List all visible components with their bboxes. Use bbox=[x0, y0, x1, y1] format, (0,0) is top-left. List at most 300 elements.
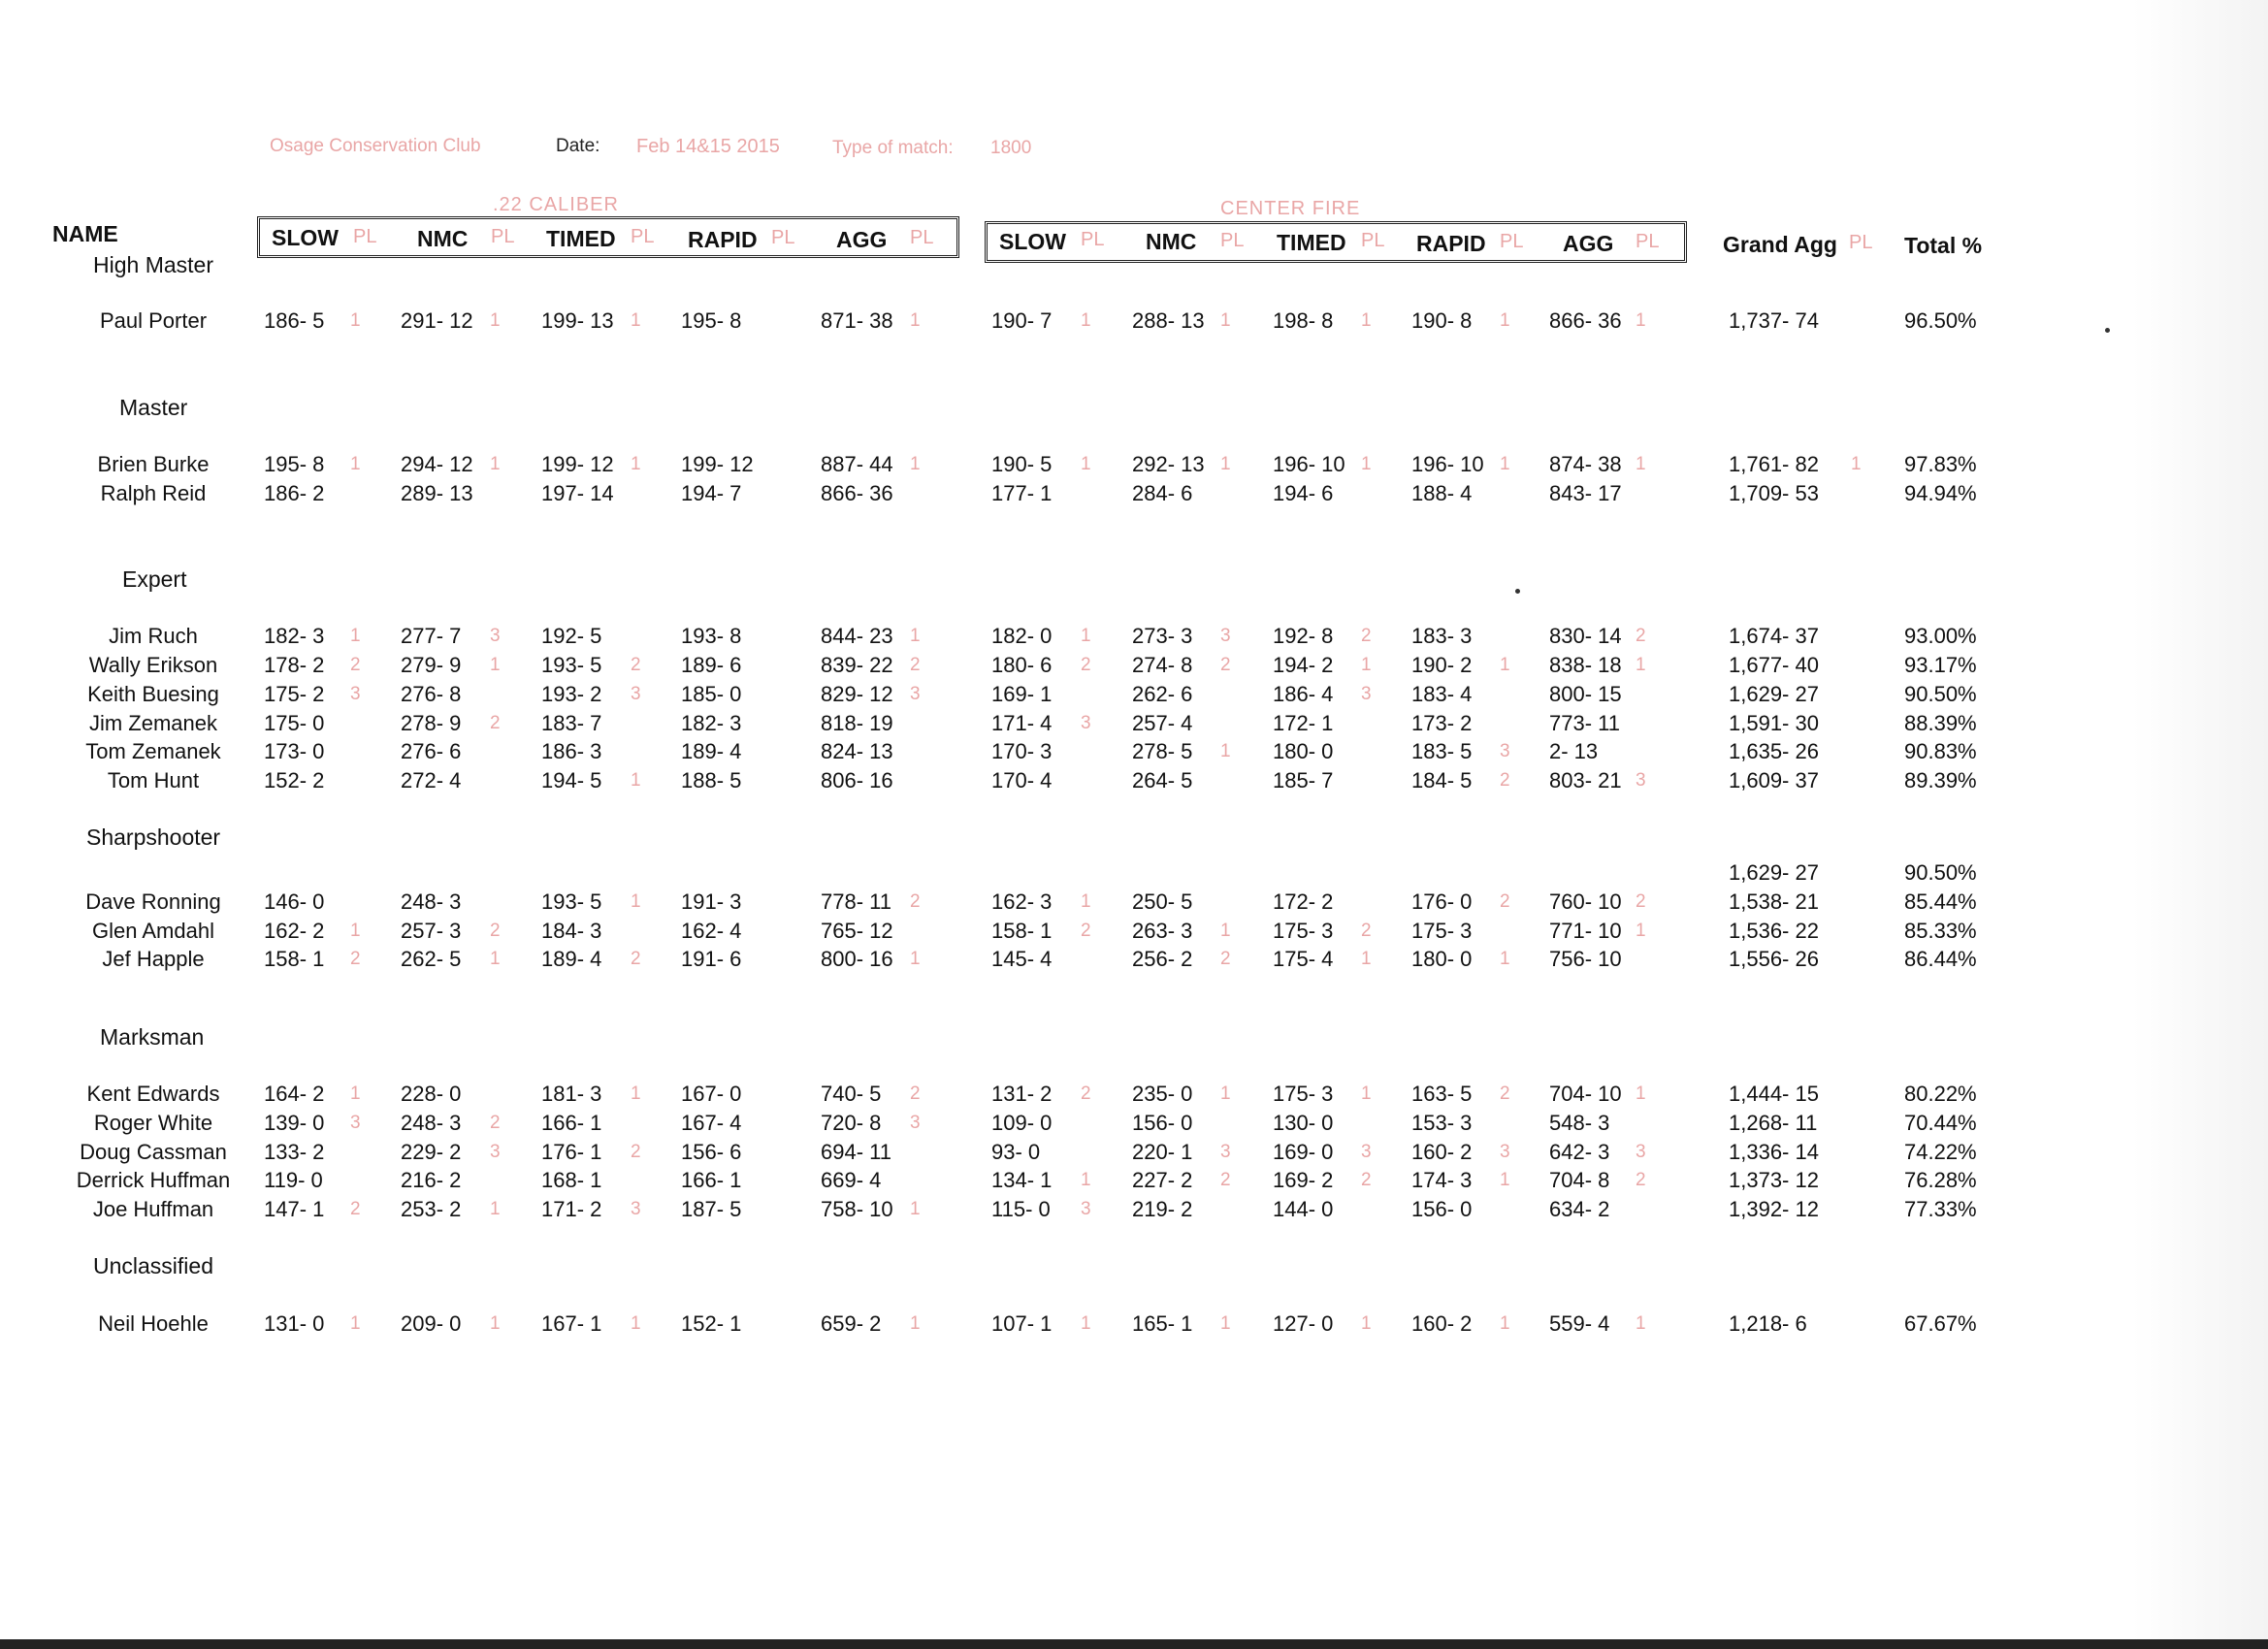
rimfire-agg-score: 844- 23 bbox=[821, 624, 893, 648]
centerfire-timed-score: 175- 4 bbox=[1273, 947, 1334, 971]
centerfire-rapid-score: 160- 2 bbox=[1411, 1311, 1473, 1336]
rimfire-slow-place: 1 bbox=[350, 626, 361, 646]
table-row bbox=[0, 653, 2037, 682]
centerfire-timed-place: 2 bbox=[1361, 921, 1372, 941]
grand-agg: 1,709- 53 bbox=[1729, 481, 1819, 505]
rimfire-timed-place: 1 bbox=[631, 310, 641, 331]
rimfire-rapid-score: 191- 6 bbox=[681, 947, 742, 971]
rimfire-rapid-score: 189- 4 bbox=[681, 739, 742, 763]
table-row bbox=[0, 919, 2037, 948]
centerfire-nmc-score: 263- 3 bbox=[1132, 919, 1193, 943]
total-percent: 90.50% bbox=[1904, 860, 1977, 885]
rimfire-rapid-score: 193- 8 bbox=[681, 624, 742, 648]
rimfire-timed-score: 166- 1 bbox=[541, 1111, 602, 1135]
rimfire-slow-place: 1 bbox=[350, 1083, 361, 1104]
centerfire-timed-score: 172- 2 bbox=[1273, 889, 1334, 914]
shooter-name: Paul Porter bbox=[99, 308, 208, 333]
centerfire-slow-score: 190- 7 bbox=[991, 308, 1053, 333]
total-percent: 90.83% bbox=[1904, 739, 1977, 763]
centerfire-agg-place: 1 bbox=[1636, 1313, 1646, 1334]
rimfire-nmc-score: 277- 7 bbox=[401, 624, 462, 648]
centerfire-agg-place: 1 bbox=[1636, 1083, 1646, 1104]
centerfire-agg-place: 3 bbox=[1636, 770, 1646, 791]
pl-label: PL bbox=[1361, 230, 1385, 251]
rimfire-timed-place: 2 bbox=[631, 1142, 641, 1162]
rimfire-slow-score: 186- 2 bbox=[264, 481, 325, 505]
total-percent: 77.33% bbox=[1904, 1197, 1977, 1221]
centerfire-slow-place: 3 bbox=[1081, 713, 1091, 733]
rimfire-timed-score: 189- 4 bbox=[541, 947, 602, 971]
page-edge bbox=[2132, 0, 2268, 1649]
centerfire-timed-score: 172- 1 bbox=[1273, 711, 1334, 735]
centerfire-slow-place: 1 bbox=[1081, 891, 1091, 912]
centerfire-rapid-score: 174- 3 bbox=[1411, 1168, 1473, 1192]
rimfire-nmc-score: 257- 3 bbox=[401, 919, 462, 943]
centerfire-timed-score: 186- 4 bbox=[1273, 682, 1334, 706]
rimfire-timed-score: 192- 5 bbox=[541, 624, 602, 648]
rimfire-slow-place: 1 bbox=[350, 454, 361, 474]
rimfire-slow-score: 182- 3 bbox=[264, 624, 325, 648]
centerfire-slow-score: 109- 0 bbox=[991, 1111, 1053, 1135]
centerfire-timed-score: 192- 8 bbox=[1273, 624, 1334, 648]
centerfire-nmc-score: 156- 0 bbox=[1132, 1111, 1193, 1135]
rimfire-slow-place: 3 bbox=[350, 684, 361, 704]
rimfire-slow-place: 1 bbox=[350, 1313, 361, 1334]
table-row bbox=[0, 1197, 2037, 1226]
grand-agg: 1,629- 27 bbox=[1729, 682, 1819, 706]
centerfire-timed-place: 2 bbox=[1361, 1170, 1372, 1190]
rimfire-slow-place: 2 bbox=[350, 655, 361, 675]
total-percent: 85.33% bbox=[1904, 919, 1977, 943]
centerfire-agg-score: 559- 4 bbox=[1549, 1311, 1610, 1336]
centerfire-slow-score: 170- 3 bbox=[991, 739, 1053, 763]
centerfire-nmc-score: 250- 5 bbox=[1132, 889, 1193, 914]
centerfire-agg-score: 838- 18 bbox=[1549, 653, 1622, 677]
rimfire-nmc-score: 289- 13 bbox=[401, 481, 473, 505]
rimfire-nmc-place: 3 bbox=[490, 626, 501, 646]
rimfire-nmc-score: 248- 3 bbox=[401, 1111, 462, 1135]
table-row bbox=[0, 1168, 2037, 1197]
pl-label: PL bbox=[1636, 231, 1660, 252]
rimfire-slow-score: 158- 1 bbox=[264, 947, 325, 971]
name-column-header: NAME bbox=[52, 221, 118, 246]
rimfire-timed-score: 168- 1 bbox=[541, 1168, 602, 1192]
grand-agg: 1,268- 11 bbox=[1729, 1111, 1818, 1135]
class-label-master: Master bbox=[119, 395, 188, 420]
centerfire-timed-score: 127- 0 bbox=[1273, 1311, 1334, 1336]
pl-label: PL bbox=[491, 226, 515, 247]
rimfire-nmc-place: 2 bbox=[490, 713, 501, 733]
rimfire-nmc-score: 229- 2 bbox=[401, 1140, 462, 1164]
shooter-name: Ralph Reid bbox=[100, 481, 207, 505]
rimfire-agg-score: 758- 10 bbox=[821, 1197, 893, 1221]
centerfire-rapid-score: 190- 8 bbox=[1411, 308, 1473, 333]
grand-agg: 1,392- 12 bbox=[1729, 1197, 1819, 1221]
centerfire-slow-place: 2 bbox=[1081, 655, 1091, 675]
grand-agg: 1,677- 40 bbox=[1729, 653, 1819, 677]
rimfire-rapid-header: RAPID bbox=[688, 227, 758, 252]
centerfire-slow-score: 131- 2 bbox=[991, 1082, 1053, 1106]
grand-agg: 1,556- 26 bbox=[1729, 947, 1819, 971]
pl-label: PL bbox=[910, 227, 934, 248]
pl-label: PL bbox=[1849, 232, 1873, 253]
rimfire-rapid-score: 182- 3 bbox=[681, 711, 742, 735]
centerfire-rapid-score: 183- 5 bbox=[1411, 739, 1473, 763]
shooter-name: Roger White bbox=[93, 1111, 213, 1135]
rimfire-slow-score: 178- 2 bbox=[264, 653, 325, 677]
table-row bbox=[0, 624, 2037, 653]
rimfire-slow-score: 119- 0 bbox=[264, 1168, 323, 1192]
centerfire-rapid-score: 188- 4 bbox=[1411, 481, 1473, 505]
grand-agg: 1,737- 74 bbox=[1729, 308, 1819, 333]
shooter-name: Kent Edwards bbox=[86, 1082, 220, 1106]
centerfire-nmc-score: 292- 13 bbox=[1132, 452, 1205, 476]
rimfire-slow-score: 146- 0 bbox=[264, 889, 325, 914]
grand-agg-place: 1 bbox=[1851, 454, 1862, 474]
centerfire-slow-place: 3 bbox=[1081, 1199, 1091, 1219]
rimfire-slow-place: 2 bbox=[350, 1199, 361, 1219]
centerfire-slow-score: 180- 6 bbox=[991, 653, 1053, 677]
centerfire-rapid-score: 163- 5 bbox=[1411, 1082, 1473, 1106]
centerfire-agg-score: 704- 10 bbox=[1549, 1082, 1622, 1106]
rimfire-nmc-score: 279- 9 bbox=[401, 653, 462, 677]
rimfire-rapid-score: 199- 12 bbox=[681, 452, 754, 476]
centerfire-agg-place: 1 bbox=[1636, 310, 1646, 331]
grand-agg: 1,591- 30 bbox=[1729, 711, 1819, 735]
grand-agg: 1,609- 37 bbox=[1729, 768, 1819, 792]
centerfire-rapid-place: 1 bbox=[1500, 1313, 1510, 1334]
centerfire-agg-score: 773- 11 bbox=[1549, 711, 1620, 735]
centerfire-agg-score: 830- 14 bbox=[1549, 624, 1622, 648]
rimfire-nmc-header: NMC bbox=[417, 226, 469, 251]
centerfire-nmc-place: 3 bbox=[1220, 1142, 1231, 1162]
centerfire-nmc-score: 256- 2 bbox=[1132, 947, 1193, 971]
rimfire-rapid-score: 166- 1 bbox=[681, 1168, 742, 1192]
class-label-sharpshooter: Sharpshooter bbox=[86, 824, 221, 850]
rimfire-agg-score: 818- 19 bbox=[821, 711, 893, 735]
rimfire-timed-place: 2 bbox=[631, 949, 641, 969]
grand-agg: 1,536- 22 bbox=[1729, 919, 1819, 943]
rimfire-timed-header: TIMED bbox=[546, 226, 616, 251]
centerfire-timed-score: 169- 2 bbox=[1273, 1168, 1334, 1192]
rimfire-agg-score: 829- 12 bbox=[821, 682, 893, 706]
centerfire-slow-score: 182- 0 bbox=[991, 624, 1053, 648]
centerfire-nmc-score: 262- 6 bbox=[1132, 682, 1193, 706]
rimfire-nmc-score: 209- 0 bbox=[401, 1311, 462, 1336]
rimfire-nmc-score: 216- 2 bbox=[401, 1168, 462, 1192]
scan-bottom-edge bbox=[0, 1639, 2268, 1649]
rimfire-nmc-score: 262- 5 bbox=[401, 947, 462, 971]
grand-agg: 1,373- 12 bbox=[1729, 1168, 1819, 1192]
rimfire-agg-score: 720- 8 bbox=[821, 1111, 882, 1135]
rimfire-agg-score: 778- 11 bbox=[821, 889, 891, 914]
centerfire-slow-place: 1 bbox=[1081, 310, 1091, 331]
centerfire-nmc-score: 288- 13 bbox=[1132, 308, 1205, 333]
centerfire-rapid-header: RAPID bbox=[1416, 231, 1486, 256]
centerfire-nmc-score: 257- 4 bbox=[1132, 711, 1193, 735]
rimfire-nmc-place: 2 bbox=[490, 921, 501, 941]
total-percent: 88.39% bbox=[1904, 711, 1977, 735]
centerfire-rapid-score: 153- 3 bbox=[1411, 1111, 1473, 1135]
rimfire-agg-place: 3 bbox=[910, 684, 921, 704]
rimfire-slow-place: 3 bbox=[350, 1113, 361, 1133]
rimfire-nmc-score: 291- 12 bbox=[401, 308, 473, 333]
grand-agg: 1,629- 27 bbox=[1729, 860, 1819, 885]
centerfire-timed-score: 169- 0 bbox=[1273, 1140, 1334, 1164]
centerfire-rapid-place: 2 bbox=[1500, 1083, 1510, 1104]
rimfire-agg-place: 3 bbox=[910, 1113, 921, 1133]
rimfire-agg-place: 1 bbox=[910, 1313, 921, 1334]
rimfire-slow-score: 147- 1 bbox=[264, 1197, 325, 1221]
centerfire-timed-place: 1 bbox=[1361, 1313, 1372, 1334]
table-row bbox=[0, 1140, 2037, 1169]
centerfire-timed-place: 1 bbox=[1361, 310, 1372, 331]
rimfire-slow-score: 164- 2 bbox=[264, 1082, 325, 1106]
rimfire-rapid-score: 188- 5 bbox=[681, 768, 742, 792]
rimfire-agg-score: 871- 38 bbox=[821, 308, 893, 333]
centerfire-nmc-place: 1 bbox=[1220, 454, 1231, 474]
rimfire-rapid-score: 152- 1 bbox=[681, 1311, 742, 1336]
centerfire-nmc-place: 2 bbox=[1220, 949, 1231, 969]
centerfire-agg-score: 800- 15 bbox=[1549, 682, 1622, 706]
grand-agg-header: Grand Agg bbox=[1723, 232, 1837, 257]
centerfire-rapid-place: 1 bbox=[1500, 655, 1510, 675]
centerfire-slow-score: 169- 1 bbox=[991, 682, 1053, 706]
rimfire-rapid-score: 162- 4 bbox=[681, 919, 742, 943]
centerfire-slow-score: 177- 1 bbox=[991, 481, 1053, 505]
centerfire-slow-score: 93- 0 bbox=[991, 1140, 1041, 1164]
grand-agg: 1,674- 37 bbox=[1729, 624, 1819, 648]
rimfire-timed-place: 2 bbox=[631, 655, 641, 675]
total-percent: 70.44% bbox=[1904, 1111, 1977, 1135]
centerfire-timed-score: 194- 2 bbox=[1273, 653, 1334, 677]
rimfire-timed-score: 193- 2 bbox=[541, 682, 602, 706]
rimfire-slow-score: 133- 2 bbox=[264, 1140, 325, 1164]
centerfire-timed-score: 194- 6 bbox=[1273, 481, 1334, 505]
shooter-name: Brien Burke bbox=[97, 452, 210, 476]
date-value: Feb 14&15 2015 bbox=[636, 136, 780, 157]
rimfire-nmc-score: 253- 2 bbox=[401, 1197, 462, 1221]
centerfire-nmc-score: 227- 2 bbox=[1132, 1168, 1193, 1192]
rimfire-agg-score: 839- 22 bbox=[821, 653, 893, 677]
rimfire-agg-score: 824- 13 bbox=[821, 739, 893, 763]
table-row bbox=[0, 682, 2037, 711]
rimfire-agg-score: 887- 44 bbox=[821, 452, 893, 476]
rimfire-timed-score: 184- 3 bbox=[541, 919, 602, 943]
centerfire-agg-score: 803- 21 bbox=[1549, 768, 1622, 792]
rimfire-nmc-score: 228- 0 bbox=[401, 1082, 462, 1106]
club-name: Osage Conservation Club bbox=[270, 136, 481, 156]
rimfire-timed-place: 1 bbox=[631, 770, 641, 791]
table-row bbox=[0, 1111, 2037, 1140]
centerfire-agg-header: AGG bbox=[1563, 231, 1614, 256]
centerfire-slow-place: 1 bbox=[1081, 1170, 1091, 1190]
shooter-name: Tom Hunt bbox=[107, 768, 200, 792]
centerfire-agg-score: 634- 2 bbox=[1549, 1197, 1610, 1221]
centerfire-nmc-place: 2 bbox=[1220, 1170, 1231, 1190]
rimfire-agg-place: 1 bbox=[910, 626, 921, 646]
rimfire-agg-score: 866- 36 bbox=[821, 481, 893, 505]
table-row bbox=[0, 308, 2037, 338]
centerfire-nmc-place: 1 bbox=[1220, 1313, 1231, 1334]
centerfire-agg-score: 771- 10 bbox=[1549, 919, 1622, 943]
centerfire-nmc-score: 264- 5 bbox=[1132, 768, 1193, 792]
centerfire-agg-score: 866- 36 bbox=[1549, 308, 1622, 333]
table-row bbox=[0, 452, 2037, 481]
centerfire-nmc-header: NMC bbox=[1146, 229, 1197, 254]
centerfire-rapid-place: 2 bbox=[1500, 891, 1510, 912]
centerfire-nmc-score: 220- 1 bbox=[1132, 1140, 1193, 1164]
centerfire-nmc-place: 1 bbox=[1220, 310, 1231, 331]
rimfire-slow-score: 162- 2 bbox=[264, 919, 325, 943]
centerfire-nmc-score: 274- 8 bbox=[1132, 653, 1193, 677]
centerfire-agg-place: 2 bbox=[1636, 626, 1646, 646]
shooter-name: Glen Amdahl bbox=[92, 919, 214, 943]
rimfire-slow-score: 186- 5 bbox=[264, 308, 325, 333]
centerfire-agg-score: 843- 17 bbox=[1549, 481, 1622, 505]
rimfire-agg-place: 1 bbox=[910, 454, 921, 474]
centerfire-agg-score: 760- 10 bbox=[1549, 889, 1622, 914]
total-percent: 96.50% bbox=[1904, 308, 1977, 333]
centerfire-timed-header: TIMED bbox=[1277, 230, 1346, 255]
centerfire-timed-place: 1 bbox=[1361, 1083, 1372, 1104]
centerfire-nmc-score: 219- 2 bbox=[1132, 1197, 1193, 1221]
centerfire-slow-score: 170- 4 bbox=[991, 768, 1053, 792]
rimfire-rapid-score: 167- 4 bbox=[681, 1111, 742, 1135]
centerfire-nmc-place: 1 bbox=[1220, 741, 1231, 761]
class-label-expert: Expert bbox=[122, 566, 187, 592]
total-percent: 93.00% bbox=[1904, 624, 1977, 648]
centerfire-agg-place: 3 bbox=[1636, 1142, 1646, 1162]
centerfire-nmc-score: 284- 6 bbox=[1132, 481, 1193, 505]
match-type-label: Type of match: bbox=[832, 138, 954, 158]
centerfire-rapid-place: 1 bbox=[1500, 1170, 1510, 1190]
centerfire-rapid-score: 190- 2 bbox=[1411, 653, 1473, 677]
class-label-marksman: Marksman bbox=[100, 1024, 205, 1050]
rimfire-slow-header: SLOW bbox=[272, 225, 339, 250]
centerfire-agg-place: 1 bbox=[1636, 454, 1646, 474]
shooter-name: Keith Buesing bbox=[87, 682, 219, 706]
centerfire-nmc-place: 1 bbox=[1220, 1083, 1231, 1104]
centerfire-rapid-score: 183- 3 bbox=[1411, 624, 1473, 648]
shooter-name: Dave Ronning bbox=[85, 889, 221, 914]
table-row bbox=[0, 768, 2037, 797]
centerfire-timed-place: 2 bbox=[1361, 626, 1372, 646]
rimfire-nmc-score: 276- 8 bbox=[401, 682, 462, 706]
centerfire-timed-place: 1 bbox=[1361, 949, 1372, 969]
rimfire-slow-score: 173- 0 bbox=[264, 739, 325, 763]
rimfire-timed-place: 3 bbox=[631, 1199, 641, 1219]
date-label: Date: bbox=[556, 136, 600, 156]
total-percent: 85.44% bbox=[1904, 889, 1977, 914]
centerfire-timed-score: 175- 3 bbox=[1273, 1082, 1334, 1106]
rimfire-agg-score: 694- 11 bbox=[821, 1140, 891, 1164]
total-percent: 80.22% bbox=[1904, 1082, 1977, 1106]
centerfire-rapid-place: 1 bbox=[1500, 949, 1510, 969]
grand-agg: 1,635- 26 bbox=[1729, 739, 1819, 763]
total-percent: 89.39% bbox=[1904, 768, 1977, 792]
shooter-name: Joe Huffman bbox=[92, 1197, 214, 1221]
total-percent: 86.44% bbox=[1904, 947, 1977, 971]
rimfire-nmc-place: 1 bbox=[490, 310, 501, 331]
match-type-value: 1800 bbox=[990, 138, 1032, 158]
rimfire-group-title: .22 CALIBER bbox=[493, 194, 619, 215]
centerfire-slow-score: 115- 0 bbox=[991, 1197, 1051, 1221]
centerfire-rapid-score: 184- 5 bbox=[1411, 768, 1473, 792]
grand-agg: 1,538- 21 bbox=[1729, 889, 1819, 914]
rimfire-agg-score: 659- 2 bbox=[821, 1311, 882, 1336]
total-percent: 76.28% bbox=[1904, 1168, 1977, 1192]
rimfire-timed-score: 171- 2 bbox=[541, 1197, 602, 1221]
class-label-high-master: High Master bbox=[93, 252, 213, 277]
rimfire-timed-score: 193- 5 bbox=[541, 889, 602, 914]
rimfire-slow-place: 1 bbox=[350, 310, 361, 331]
centerfire-rapid-score: 173- 2 bbox=[1411, 711, 1473, 735]
centerfire-rapid-place: 3 bbox=[1500, 741, 1510, 761]
grand-agg: 1,218- 6 bbox=[1729, 1311, 1807, 1336]
centerfire-rapid-score: 156- 0 bbox=[1411, 1197, 1473, 1221]
centerfire-timed-score: 180- 0 bbox=[1273, 739, 1334, 763]
rimfire-agg-place: 2 bbox=[910, 891, 921, 912]
rimfire-agg-score: 806- 16 bbox=[821, 768, 893, 792]
centerfire-timed-place: 1 bbox=[1361, 655, 1372, 675]
shooter-name: Wally Erikson bbox=[88, 653, 218, 677]
sharpshooter-extra-total bbox=[0, 860, 2037, 889]
table-row bbox=[0, 481, 2037, 510]
centerfire-agg-score: 874- 38 bbox=[1549, 452, 1622, 476]
pl-label: PL bbox=[1220, 230, 1245, 251]
rimfire-nmc-place: 3 bbox=[490, 1142, 501, 1162]
rimfire-timed-score: 183- 7 bbox=[541, 711, 602, 735]
rimfire-agg-place: 1 bbox=[910, 1199, 921, 1219]
pl-label: PL bbox=[1500, 231, 1524, 252]
centerfire-rapid-score: 180- 0 bbox=[1411, 947, 1473, 971]
rimfire-timed-score: 194- 5 bbox=[541, 768, 602, 792]
rimfire-timed-score: 181- 3 bbox=[541, 1082, 602, 1106]
centerfire-timed-score: 198- 8 bbox=[1273, 308, 1334, 333]
rimfire-nmc-score: 272- 4 bbox=[401, 768, 462, 792]
centerfire-slow-score: 145- 4 bbox=[991, 947, 1053, 971]
centerfire-slow-score: 162- 3 bbox=[991, 889, 1053, 914]
rimfire-nmc-place: 1 bbox=[490, 655, 501, 675]
centerfire-rapid-place: 1 bbox=[1500, 454, 1510, 474]
total-percent: 74.22% bbox=[1904, 1140, 1977, 1164]
centerfire-slow-score: 134- 1 bbox=[991, 1168, 1053, 1192]
table-row bbox=[0, 889, 2037, 919]
centerfire-slow-score: 190- 5 bbox=[991, 452, 1053, 476]
rimfire-nmc-place: 1 bbox=[490, 1199, 501, 1219]
rimfire-rapid-score: 185- 0 bbox=[681, 682, 742, 706]
rimfire-agg-score: 765- 12 bbox=[821, 919, 893, 943]
centerfire-rapid-score: 160- 2 bbox=[1411, 1140, 1473, 1164]
rimfire-timed-score: 199- 13 bbox=[541, 308, 614, 333]
rimfire-slow-place: 1 bbox=[350, 921, 361, 941]
rimfire-nmc-score: 248- 3 bbox=[401, 889, 462, 914]
centerfire-nmc-score: 273- 3 bbox=[1132, 624, 1193, 648]
rimfire-slow-place: 2 bbox=[350, 949, 361, 969]
centerfire-nmc-place: 1 bbox=[1220, 921, 1231, 941]
speck bbox=[1515, 589, 1520, 594]
centerfire-timed-score: 185- 7 bbox=[1273, 768, 1334, 792]
rimfire-timed-place: 1 bbox=[631, 454, 641, 474]
total-percent: 94.94% bbox=[1904, 481, 1977, 505]
rimfire-slow-score: 175- 0 bbox=[264, 711, 325, 735]
shooter-name: Jim Ruch bbox=[109, 624, 198, 648]
rimfire-nmc-place: 1 bbox=[490, 949, 501, 969]
centerfire-rapid-place: 2 bbox=[1500, 770, 1510, 791]
total-percent: 67.67% bbox=[1904, 1311, 1977, 1336]
grand-agg: 1,336- 14 bbox=[1729, 1140, 1819, 1164]
